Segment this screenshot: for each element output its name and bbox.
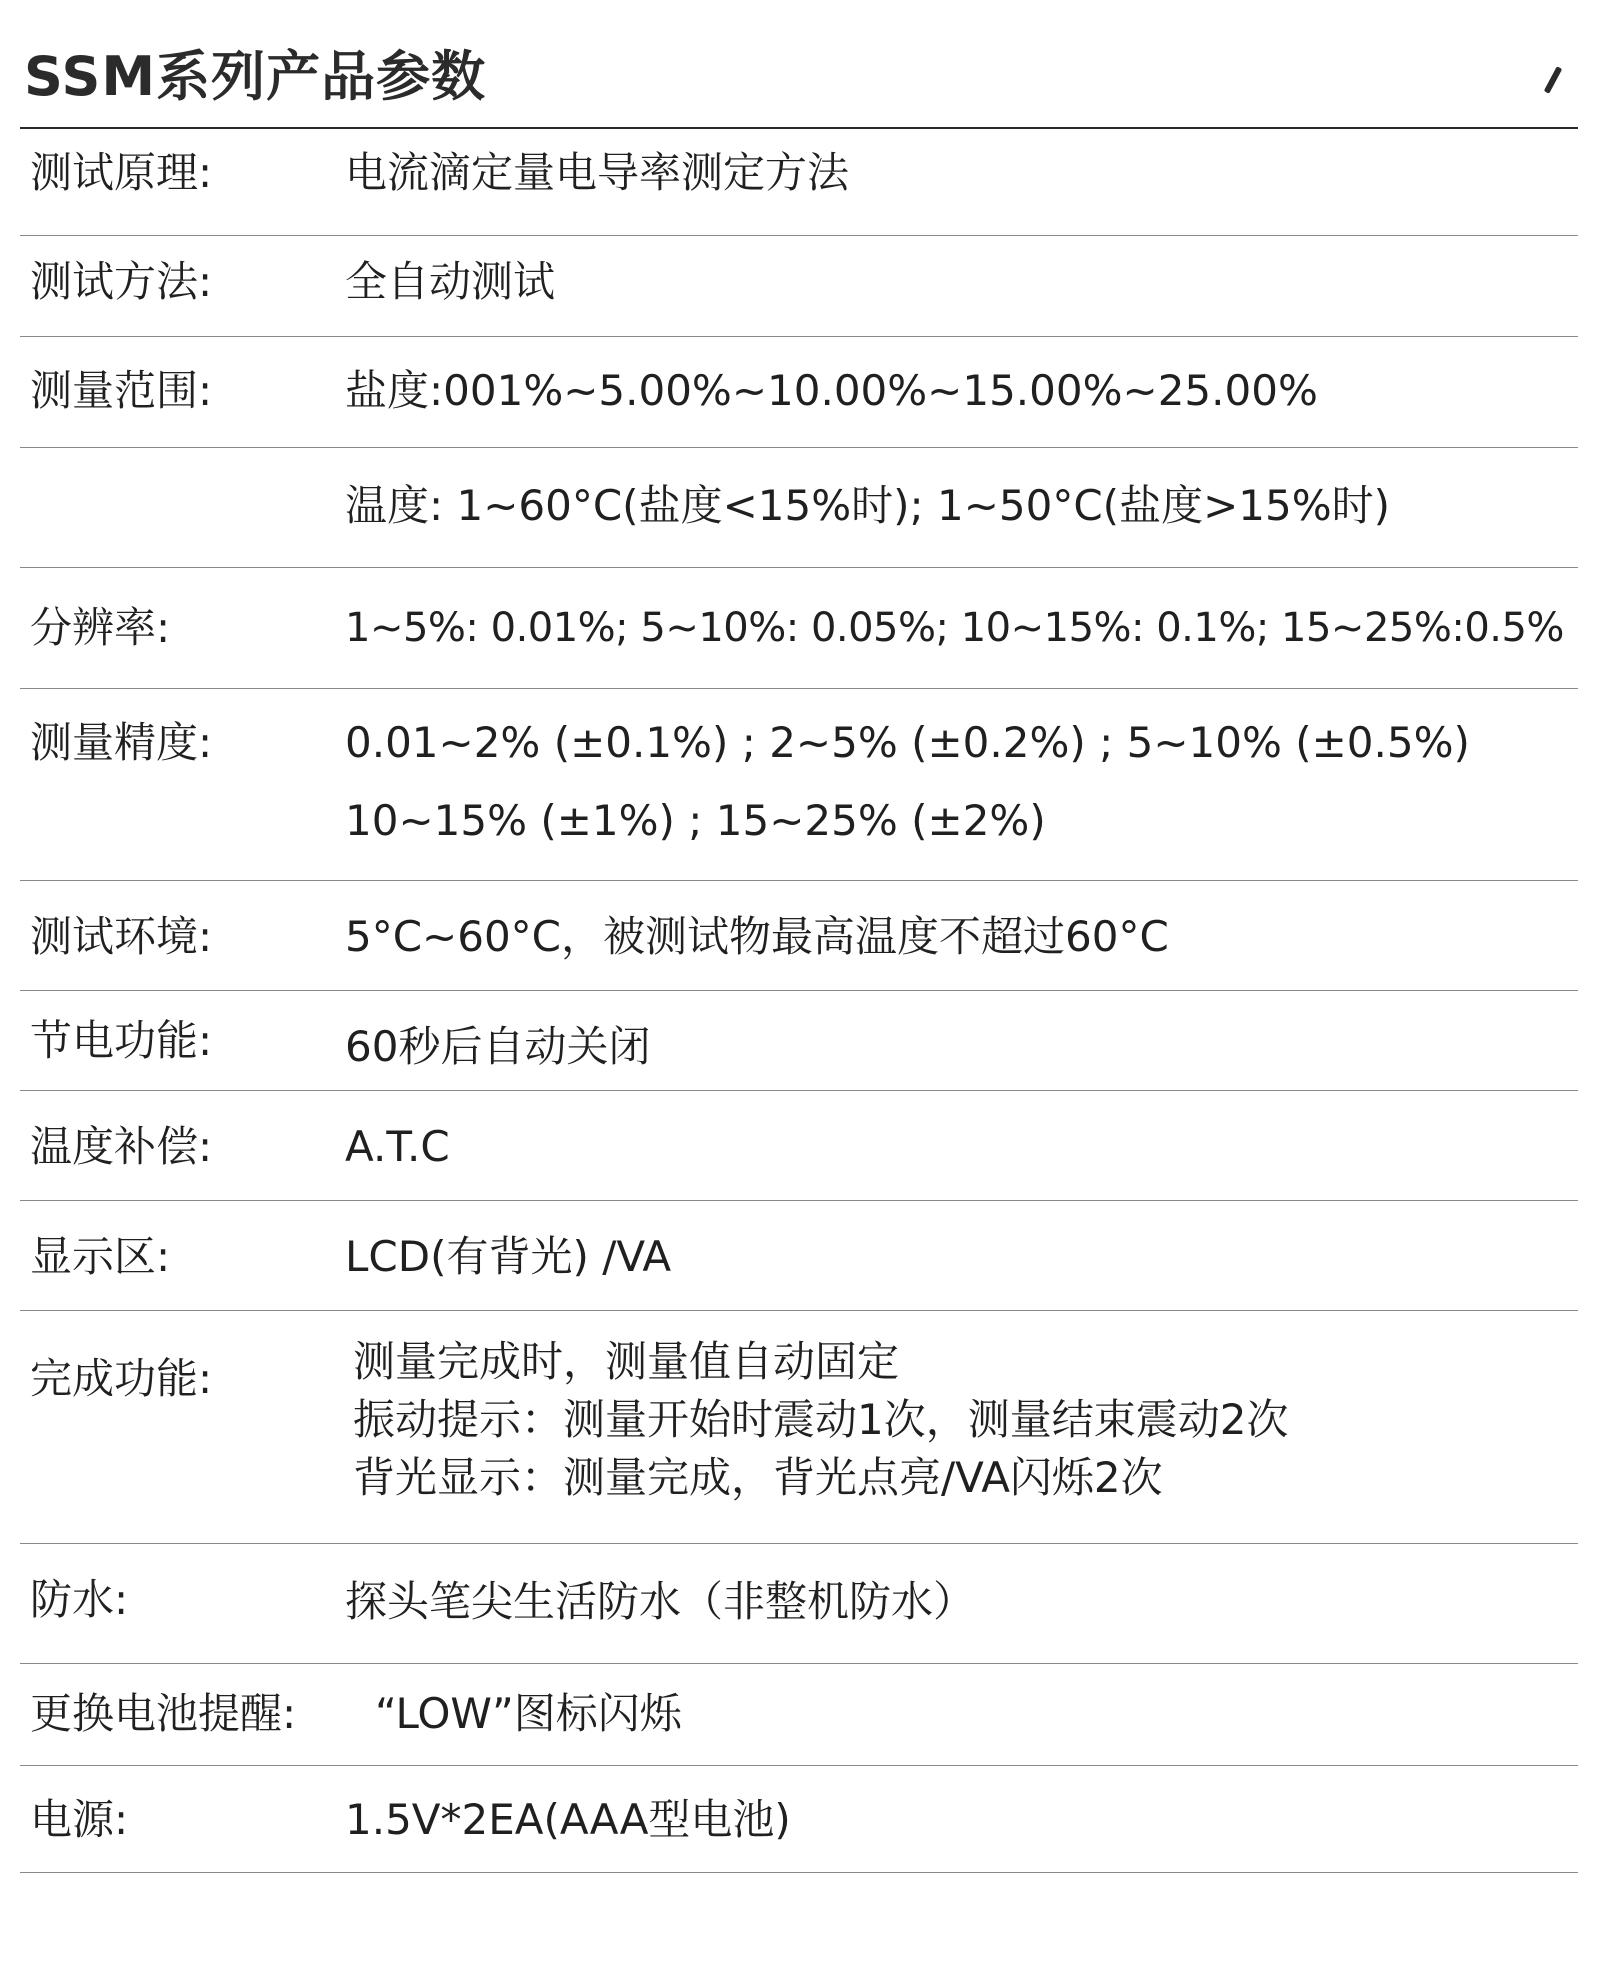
spec-value <box>345 1119 1578 1175</box>
spec-value <box>353 1333 1578 1507</box>
spec-value-line: “LOW”图标闪烁 <box>375 1689 682 1738</box>
spec-value <box>345 1019 1578 1075</box>
spec-value <box>345 909 1578 965</box>
spec-value-line: 5°C~60°C，被测试物最高温度不超过60°C <box>345 912 1169 961</box>
spec-label: 测量范围: <box>30 366 213 415</box>
spec-label: 测量精度: <box>30 718 213 767</box>
spec-value <box>345 363 1578 419</box>
title-bar <box>20 0 1578 129</box>
spec-value-line: 10~15% (±1%) ; 15~25% (±2%) <box>345 796 1046 845</box>
spec-label: 完成功能: <box>30 1354 213 1403</box>
spec-value <box>345 713 1578 851</box>
spec-row-test-environment <box>20 881 1578 991</box>
spec-label: 温度补偿: <box>30 1122 213 1171</box>
spec-value-line: 全自动测试 <box>345 257 556 306</box>
spec-label: 电源: <box>30 1795 129 1844</box>
spec-label: 节电功能: <box>30 1016 213 1065</box>
spec-value <box>345 600 1578 656</box>
spec-label: 显示区: <box>30 1232 171 1281</box>
spec-label: 更换电池提醒: <box>30 1689 297 1738</box>
spec-row-test-method <box>20 236 1578 337</box>
spec-row-battery-reminder <box>20 1664 1578 1766</box>
page-title: SSM系列产品参数 <box>24 45 487 108</box>
spec-value-line: 测量完成时，测量值自动固定 <box>353 1337 900 1386</box>
spec-label: 测试原理: <box>30 148 213 197</box>
spec-value-line: 振动提示：测量开始时震动1次，测量结束震动2次 <box>353 1395 1289 1444</box>
spec-row-measure-range <box>20 337 1578 448</box>
spec-value-line: A.T.C <box>345 1122 450 1171</box>
spec-row-completion-function <box>20 1311 1578 1544</box>
spec-value <box>375 1686 1578 1742</box>
spec-sheet <box>20 0 1578 1873</box>
spec-value <box>345 1792 1578 1848</box>
pen-mark-icon <box>1544 66 1562 94</box>
spec-row-resolution <box>20 568 1578 689</box>
spec-value-line: LCD(有背光) /VA <box>345 1232 672 1281</box>
spec-value-line: 1~5%: 0.01%; 5~10%: 0.05%; 10~15%: 0.1%; 15~25%:0.5% <box>345 605 1564 651</box>
spec-value-line: 1.5V*2EA(AAA型电池) <box>345 1795 791 1844</box>
spec-label: 防水: <box>30 1575 129 1624</box>
spec-row-power-saving <box>20 991 1578 1091</box>
spec-value <box>345 478 1578 534</box>
spec-row-display <box>20 1201 1578 1311</box>
spec-row-temperature-range <box>20 448 1578 568</box>
spec-row-temperature-compensation <box>20 1091 1578 1201</box>
spec-value <box>345 1229 1578 1285</box>
spec-value-line: 0.01~2% (±0.1%) ; 2~5% (±0.2%) ; 5~10% (±0.5%) <box>345 718 1470 767</box>
spec-label: 测试方法: <box>30 257 213 306</box>
spec-value-line: 电流滴定量电导率测定方法 <box>345 148 850 197</box>
spec-label: 分辨率: <box>30 603 171 652</box>
spec-value <box>345 1574 1578 1630</box>
spec-row-accuracy <box>20 689 1578 881</box>
spec-value-line: 背光显示：测量完成，背光点亮/VA闪烁2次 <box>353 1453 1163 1502</box>
spec-label: 测试环境: <box>30 912 213 961</box>
spec-value <box>345 254 1578 310</box>
spec-value-line: 60秒后自动关闭 <box>345 1022 651 1071</box>
spec-row-waterproof <box>20 1544 1578 1664</box>
spec-row-test-principle <box>20 129 1578 236</box>
spec-value-line: 探头笔尖生活防水（非整机防水） <box>345 1577 976 1626</box>
spec-row-power-supply <box>20 1766 1578 1873</box>
spec-value-line: 盐度:001%~5.00%~10.00%~15.00%~25.00% <box>345 366 1318 415</box>
spec-value-line: 温度: 1~60°C(盐度<15%时); 1~50°C(盐度>15%时) <box>345 481 1390 530</box>
spec-value <box>345 145 1578 201</box>
